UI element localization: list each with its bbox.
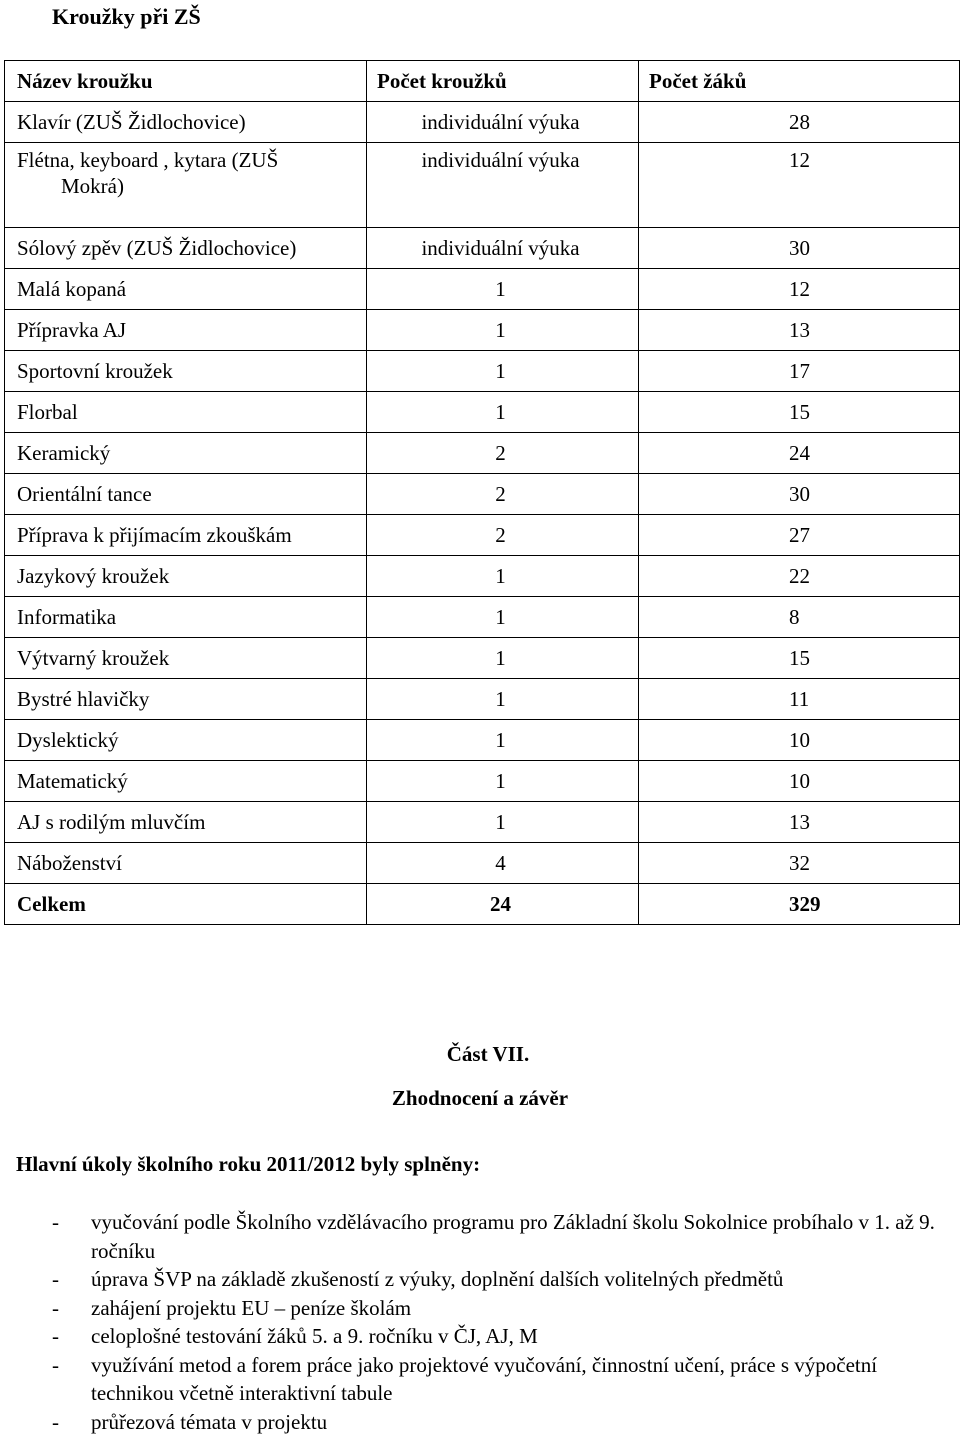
pupil-count: 17	[639, 351, 960, 392]
pupil-count: 13	[639, 802, 960, 843]
pupil-count: 12	[639, 143, 960, 228]
club-name-text: Orientální tance	[17, 482, 152, 506]
header-club-count: Počet kroužků	[367, 61, 639, 102]
club-name-text-continued: Mokrá)	[61, 174, 124, 198]
club-name	[5, 310, 367, 351]
list-item	[40, 1294, 940, 1323]
club-count: 1	[367, 310, 639, 351]
club-count: 1	[367, 638, 639, 679]
list-item-text: vyučování podle Školního vzdělávacího programu pro Základní školu Sokolnice probíhalo v 1. až 9. ročníku	[91, 1210, 935, 1263]
table-row	[5, 143, 960, 228]
pupil-count: 12	[639, 269, 960, 310]
pupil-count: 15	[639, 638, 960, 679]
list-item-text: průřezová témata v projektu	[91, 1409, 328, 1434]
table-row	[5, 761, 960, 802]
table-row	[5, 597, 960, 638]
club-count: 1	[367, 720, 639, 761]
table-row	[5, 269, 960, 310]
club-count: individuální výuka	[367, 143, 639, 228]
club-count: 1	[367, 761, 639, 802]
club-count: 1	[367, 351, 639, 392]
table-row	[5, 433, 960, 474]
table-total-row	[5, 884, 960, 925]
club-name-text: Sportovní kroužek	[17, 359, 173, 383]
tasks-list	[40, 1208, 940, 1436]
club-name	[5, 843, 367, 884]
tasks-title: Hlavní úkoly školního roku 2011/2012 byly splněny:	[16, 1152, 481, 1176]
club-name-text: Malá kopaná	[17, 277, 127, 301]
club-name	[5, 102, 367, 143]
table-row	[5, 802, 960, 843]
club-name-text: Výtvarný kroužek	[17, 646, 170, 670]
table-row	[5, 474, 960, 515]
club-name	[5, 351, 367, 392]
total-count: 24	[367, 884, 639, 925]
club-name	[5, 720, 367, 761]
table-row	[5, 102, 960, 143]
pupil-count: 24	[639, 433, 960, 474]
list-item-text: využívání metod a forem práce jako projektové vyučování, činnostní učení, práce s výpočetní technikou včetně interaktivní tabule	[91, 1352, 878, 1405]
club-count: 1	[367, 556, 639, 597]
list-dash: -	[52, 1295, 59, 1320]
list-item-text: úprava ŠVP na základě zkušeností z výuky, doplnění dalších volitelných předmětů	[91, 1267, 784, 1291]
club-name-text: Jazykový kroužek	[17, 564, 170, 588]
table-row	[5, 843, 960, 884]
table-row	[5, 638, 960, 679]
club-name	[5, 392, 367, 433]
pupil-count: 30	[639, 474, 960, 515]
club-count: 2	[367, 474, 639, 515]
club-name	[5, 474, 367, 515]
club-name-text: Bystré hlavičky	[17, 687, 150, 711]
total-label: Celkem	[5, 884, 367, 925]
table-row	[5, 679, 960, 720]
club-name-text: Přípravka AJ	[17, 318, 127, 342]
table-header-row	[5, 61, 960, 102]
club-name-text: Matematický	[17, 769, 128, 793]
club-name-text: Náboženství	[17, 851, 122, 875]
pupil-count: 13	[639, 310, 960, 351]
club-count: individuální výuka	[367, 102, 639, 143]
club-name-text: Informatika	[17, 605, 117, 629]
club-count: 1	[367, 679, 639, 720]
pupil-count: 11	[639, 679, 960, 720]
club-count: individuální výuka	[367, 228, 639, 269]
club-name	[5, 679, 367, 720]
club-name-text: Dyslektický	[17, 728, 119, 752]
club-name	[5, 269, 367, 310]
club-count: 2	[367, 515, 639, 556]
club-name	[5, 802, 367, 843]
club-name	[5, 433, 367, 474]
club-name-text: Florbal	[17, 400, 78, 424]
list-dash: -	[52, 1267, 59, 1291]
club-name	[5, 515, 367, 556]
club-name-text: Sólový zpěv (ZUŠ Židlochovice)	[17, 236, 297, 260]
pupil-count: 10	[639, 761, 960, 802]
club-name	[5, 143, 367, 228]
table-row	[5, 720, 960, 761]
club-count: 1	[367, 802, 639, 843]
pupil-count: 15	[639, 392, 960, 433]
pupil-count: 28	[639, 102, 960, 143]
list-item-text: celoplošné testování žáků 5. a 9. ročníku v ČJ, AJ, M	[91, 1324, 538, 1348]
pupil-count: 8	[639, 597, 960, 638]
club-name-text: Keramický	[17, 441, 111, 465]
pupil-count: 22	[639, 556, 960, 597]
pupil-count: 30	[639, 228, 960, 269]
club-name	[5, 638, 367, 679]
clubs-table	[4, 60, 960, 925]
club-name	[5, 761, 367, 802]
part-number: Část VII.	[446, 1042, 530, 1066]
club-name	[5, 556, 367, 597]
club-name	[5, 228, 367, 269]
list-dash: -	[52, 1352, 59, 1377]
club-name-text: Příprava k přijímacím zkouškám	[17, 523, 292, 547]
club-count: 2	[367, 433, 639, 474]
table-row	[5, 310, 960, 351]
header-pupil-count: Počet žáků	[639, 61, 960, 102]
table-row	[5, 228, 960, 269]
list-dash: -	[52, 1210, 59, 1234]
header-club-name: Název kroužku	[5, 61, 367, 102]
club-name-text: Flétna, keyboard , kytara (ZUŠ	[17, 148, 279, 172]
club-name	[5, 597, 367, 638]
club-count: 1	[367, 392, 639, 433]
list-item	[40, 1351, 940, 1408]
table-row	[5, 351, 960, 392]
table-row	[5, 556, 960, 597]
club-name-text: AJ s rodilým mluvčím	[17, 810, 206, 834]
club-count: 4	[367, 843, 639, 884]
table-row	[5, 515, 960, 556]
table-row	[5, 392, 960, 433]
page-heading: Kroužky při ZŠ	[52, 4, 201, 29]
list-dash: -	[52, 1409, 59, 1434]
club-name-text: Klavír (ZUŠ Židlochovice)	[17, 110, 246, 134]
club-count: 1	[367, 597, 639, 638]
list-item	[40, 1322, 940, 1351]
pupil-count: 32	[639, 843, 960, 884]
list-item	[40, 1265, 940, 1294]
pupil-count: 10	[639, 720, 960, 761]
total-pupils: 329	[639, 884, 960, 925]
club-count: 1	[367, 269, 639, 310]
pupil-count: 27	[639, 515, 960, 556]
list-dash: -	[52, 1324, 59, 1348]
list-item	[40, 1208, 940, 1265]
list-item	[40, 1408, 940, 1436]
list-item-text: zahájení projektu EU – peníze školám	[91, 1295, 412, 1320]
part-title: Zhodnocení a závěr	[391, 1086, 569, 1110]
